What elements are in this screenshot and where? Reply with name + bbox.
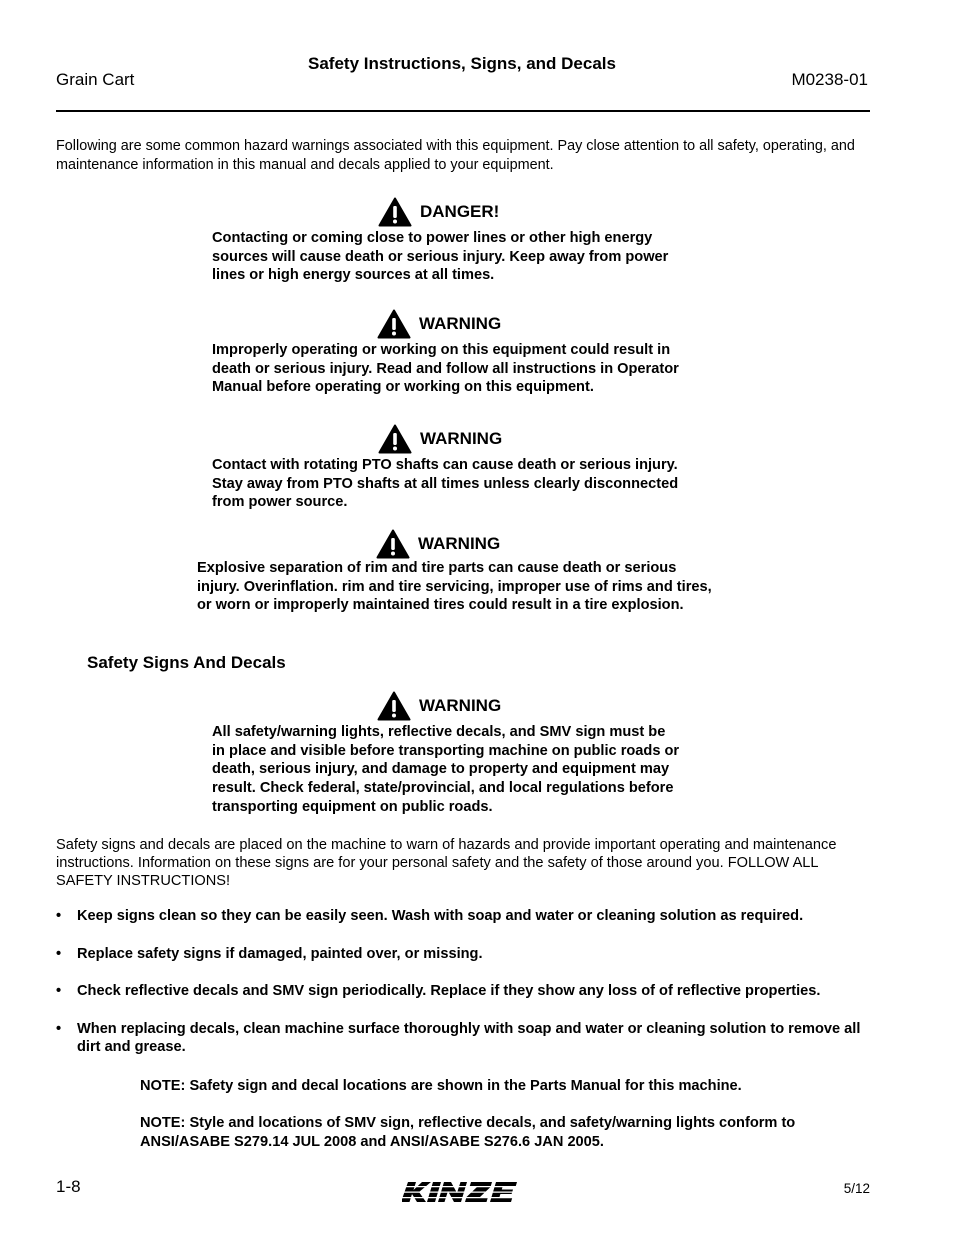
- warning-text: [212, 341, 679, 397]
- warning-triangle-icon: [376, 529, 410, 559]
- warning-triangle-icon: [377, 691, 411, 721]
- bullet-marker: •: [56, 945, 62, 962]
- warning-heading: [376, 529, 500, 559]
- list-item-text: Check reflective decals and SMV sign periodically. Replace if they show any loss of of reflective properties.: [77, 983, 821, 999]
- alert-line: lines or high energy sources at all times.: [212, 267, 495, 284]
- section-title: Safety Instructions, Signs, and Decals: [308, 54, 616, 73]
- product-name: Grain Cart: [56, 70, 135, 89]
- manual-number: M0238-01: [791, 70, 868, 89]
- alert-line: death or serious injury. Read and follow all instructions in Operator: [212, 360, 679, 377]
- alert-heading-text: DANGER!: [420, 202, 500, 221]
- alert-heading-text: WARNING: [419, 314, 502, 333]
- list-item: [56, 1020, 867, 1057]
- alert-line: death, serious injury, and damage to property and equipment may: [212, 761, 670, 778]
- page-number: 1-8: [56, 1177, 81, 1196]
- note-standards: NOTE: Style and locations of SMV sign, reflective decals, and safety/warning lights conform to ANSI/ASABE S279.14 JUL 2008 and ANSI/ASABE S276.6 JAN 2005.: [140, 1115, 796, 1150]
- alert-heading-text: WARNING: [420, 429, 503, 448]
- alert-line: result. Check federal, state/provincial, and local regulations before: [212, 780, 674, 797]
- safety-bullet-list: [56, 907, 876, 1057]
- list-item-text: Replace safety signs if damaged, painted over, or missing.: [77, 945, 483, 962]
- intro-paragraph: Following are some common hazard warnings associated with this equipment. Pay close attention to all safety, operating, and maintenance information in this manual and decals applied to your equipment.: [56, 138, 855, 173]
- warning-text: [212, 723, 679, 817]
- bullet-marker: •: [56, 983, 62, 999]
- list-item: [56, 907, 876, 926]
- bullet-marker: •: [56, 908, 62, 924]
- alert-line: Stay away from PTO shafts at all times unless clearly disconnected: [212, 475, 679, 492]
- list-item: [56, 945, 876, 964]
- alert-line: from power source.: [212, 494, 348, 511]
- alert-heading-text: WARNING: [418, 534, 501, 553]
- danger-text: [212, 229, 668, 285]
- warning-triangle-icon: [377, 309, 411, 339]
- warning-triangle-icon: [378, 424, 412, 454]
- alert-line: transporting equipment on public roads.: [212, 798, 493, 815]
- alert-line: Explosive separation of rim and tire parts can cause death or serious: [197, 560, 677, 576]
- alert-line: in place and visible before transporting machine on public roads or: [212, 742, 680, 759]
- warning-heading: [377, 309, 501, 339]
- revision-date: 5/12: [843, 1181, 870, 1196]
- warning-text: [197, 559, 712, 615]
- kinze-logo: [402, 1176, 526, 1208]
- list-item-text: When replacing decals, clean machine surface thoroughly with soap and water or cleaning solution to remove all dirt and grease.: [77, 1020, 861, 1055]
- bullet-marker: •: [56, 1020, 62, 1037]
- list-item-text: Keep signs clean so they can be easily seen. Wash with soap and water or cleaning solution as required.: [77, 908, 804, 924]
- alert-line: or worn or improperly maintained tires could result in a tire explosion.: [197, 597, 684, 614]
- warning-heading: [377, 691, 501, 721]
- alert-line: Improperly operating or working on this equipment could result in: [212, 342, 671, 358]
- warning-triangle-icon: [378, 197, 412, 227]
- alert-line: All safety/warning lights, reflective decals, and SMV sign must be: [212, 724, 666, 740]
- danger-heading: [378, 197, 499, 227]
- section-heading: Safety Signs And Decals: [87, 653, 286, 672]
- decals-paragraph: Safety signs and decals are placed on the machine to warn of hazards and provide important operating and maintenance instructions. Information on these signs are for your personal safety and the safety of those around you. FOLLOW ALL SAFETY INSTRUCTIONS!: [56, 837, 837, 890]
- warning-text: [212, 456, 678, 512]
- alert-line: Contacting or coming close to power lines or other high energy: [212, 230, 653, 246]
- header-divider: [56, 110, 870, 112]
- warning-heading: [378, 424, 502, 454]
- note-parts-manual: NOTE: Safety sign and decal locations are shown in the Parts Manual for this machine.: [140, 1078, 742, 1094]
- alert-line: sources will cause death or serious injury. Keep away from power: [212, 248, 669, 265]
- alert-line: injury. Overinflation. rim and tire servicing, improper use of rims and tires,: [197, 578, 712, 595]
- alert-line: Contact with rotating PTO shafts can cause death or serious injury.: [212, 457, 678, 473]
- alert-line: Manual before operating or working on this equipment.: [212, 379, 594, 396]
- list-item: [56, 982, 876, 1001]
- alert-heading-text: WARNING: [419, 696, 502, 715]
